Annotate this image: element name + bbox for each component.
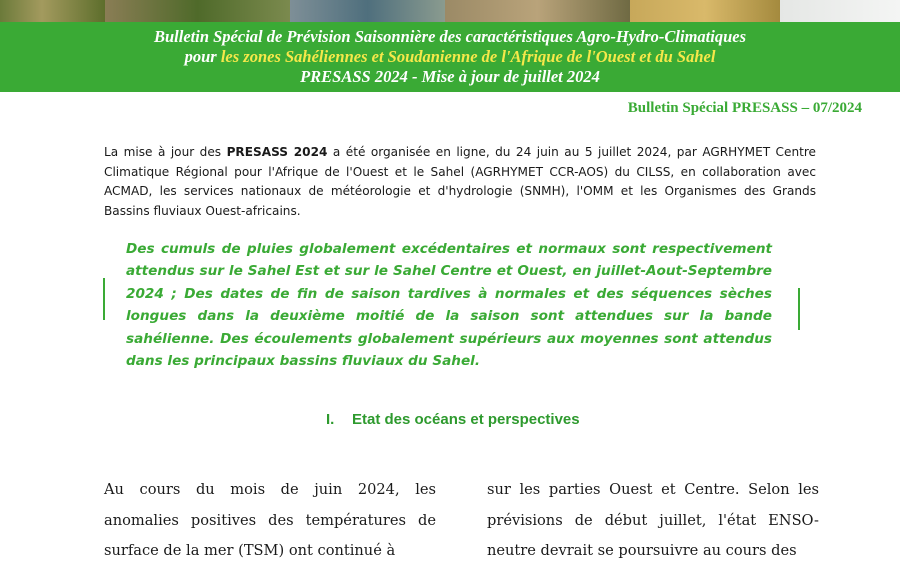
highlight-summary: Des cumuls de pluies globalement excédentaires et normaux sont respectivement attendus sur le Sahel Est et sur le Sahel Centre et Ouest, en juillet-Aout-Septembre 2024 ; Des dates de fin de saison tardives à normales et des séquences sèches longues dans la deuxième moitié de la saison sont attendues sur la bande sahélienne. Des écoulements globalement supérieurs aux moyennes sont attendus dans les principaux bassins fluviaux du Sahel. — [126, 241, 772, 370]
header-photo-river — [290, 0, 445, 22]
body-column-right: sur les parties Ouest et Centre. Selon les prévisions de début juillet, l'état ENSO-neutre devrait se poursuivre au cours des — [487, 481, 819, 559]
section-number: I. — [326, 411, 335, 428]
section-title-text: Etat des océans et perspectives — [352, 411, 580, 428]
header-photo-field — [105, 0, 290, 22]
header-photo-village — [445, 0, 630, 22]
header-photo-strip — [0, 0, 900, 22]
intro-paragraph — [104, 143, 816, 221]
body-column-left: Au cours du mois de juin 2024, les anomalies positives des températures de surface de la mer (TSM) ont continué à — [104, 481, 436, 559]
header-banner — [0, 22, 900, 92]
header-photo-sky — [780, 0, 900, 22]
intro-text-end: a été organisée en ligne, du 24 juin au 5 juillet 2024, par AGRHYMET Centre Climatique Régional pour l'Afrique de l'Ouest et le Sahel (AGRHYMET CCR-AOS) du CILSS, en collaboration avec ACMAD, les services nationaux de météorologie et d'hydrologie (SNMH), l'OMM et les Organismes des Grands Bassins fluviaux Ouest-africains. — [104, 145, 816, 218]
banner-title-line2 — [0, 47, 900, 67]
intro-presass-bold: PRESASS 2024 — [226, 145, 328, 159]
highlight-right-bar — [798, 288, 800, 330]
banner-title-prefix: pour — [184, 47, 221, 66]
header-photo-crops — [0, 0, 105, 22]
intro-text-start: La mise à jour des — [104, 145, 227, 159]
bulletin-reference: Bulletin Spécial PRESASS – 07/2024 — [627, 100, 862, 116]
section-heading — [326, 411, 580, 428]
header-photo-grain — [630, 0, 780, 22]
banner-title-line3: PRESASS 2024 - Mise à jour de juillet 2024 — [300, 67, 600, 86]
highlight-left-bar — [103, 278, 105, 320]
banner-title-line1: Bulletin Spécial de Prévision Saisonnière des caractéristiques Agro-Hydro-Climatiques — [153, 27, 747, 46]
banner-title-zones: les zones Sahéliennes et Soudanienne de l'Afrique de l'Ouest et du Sahel — [220, 47, 716, 66]
